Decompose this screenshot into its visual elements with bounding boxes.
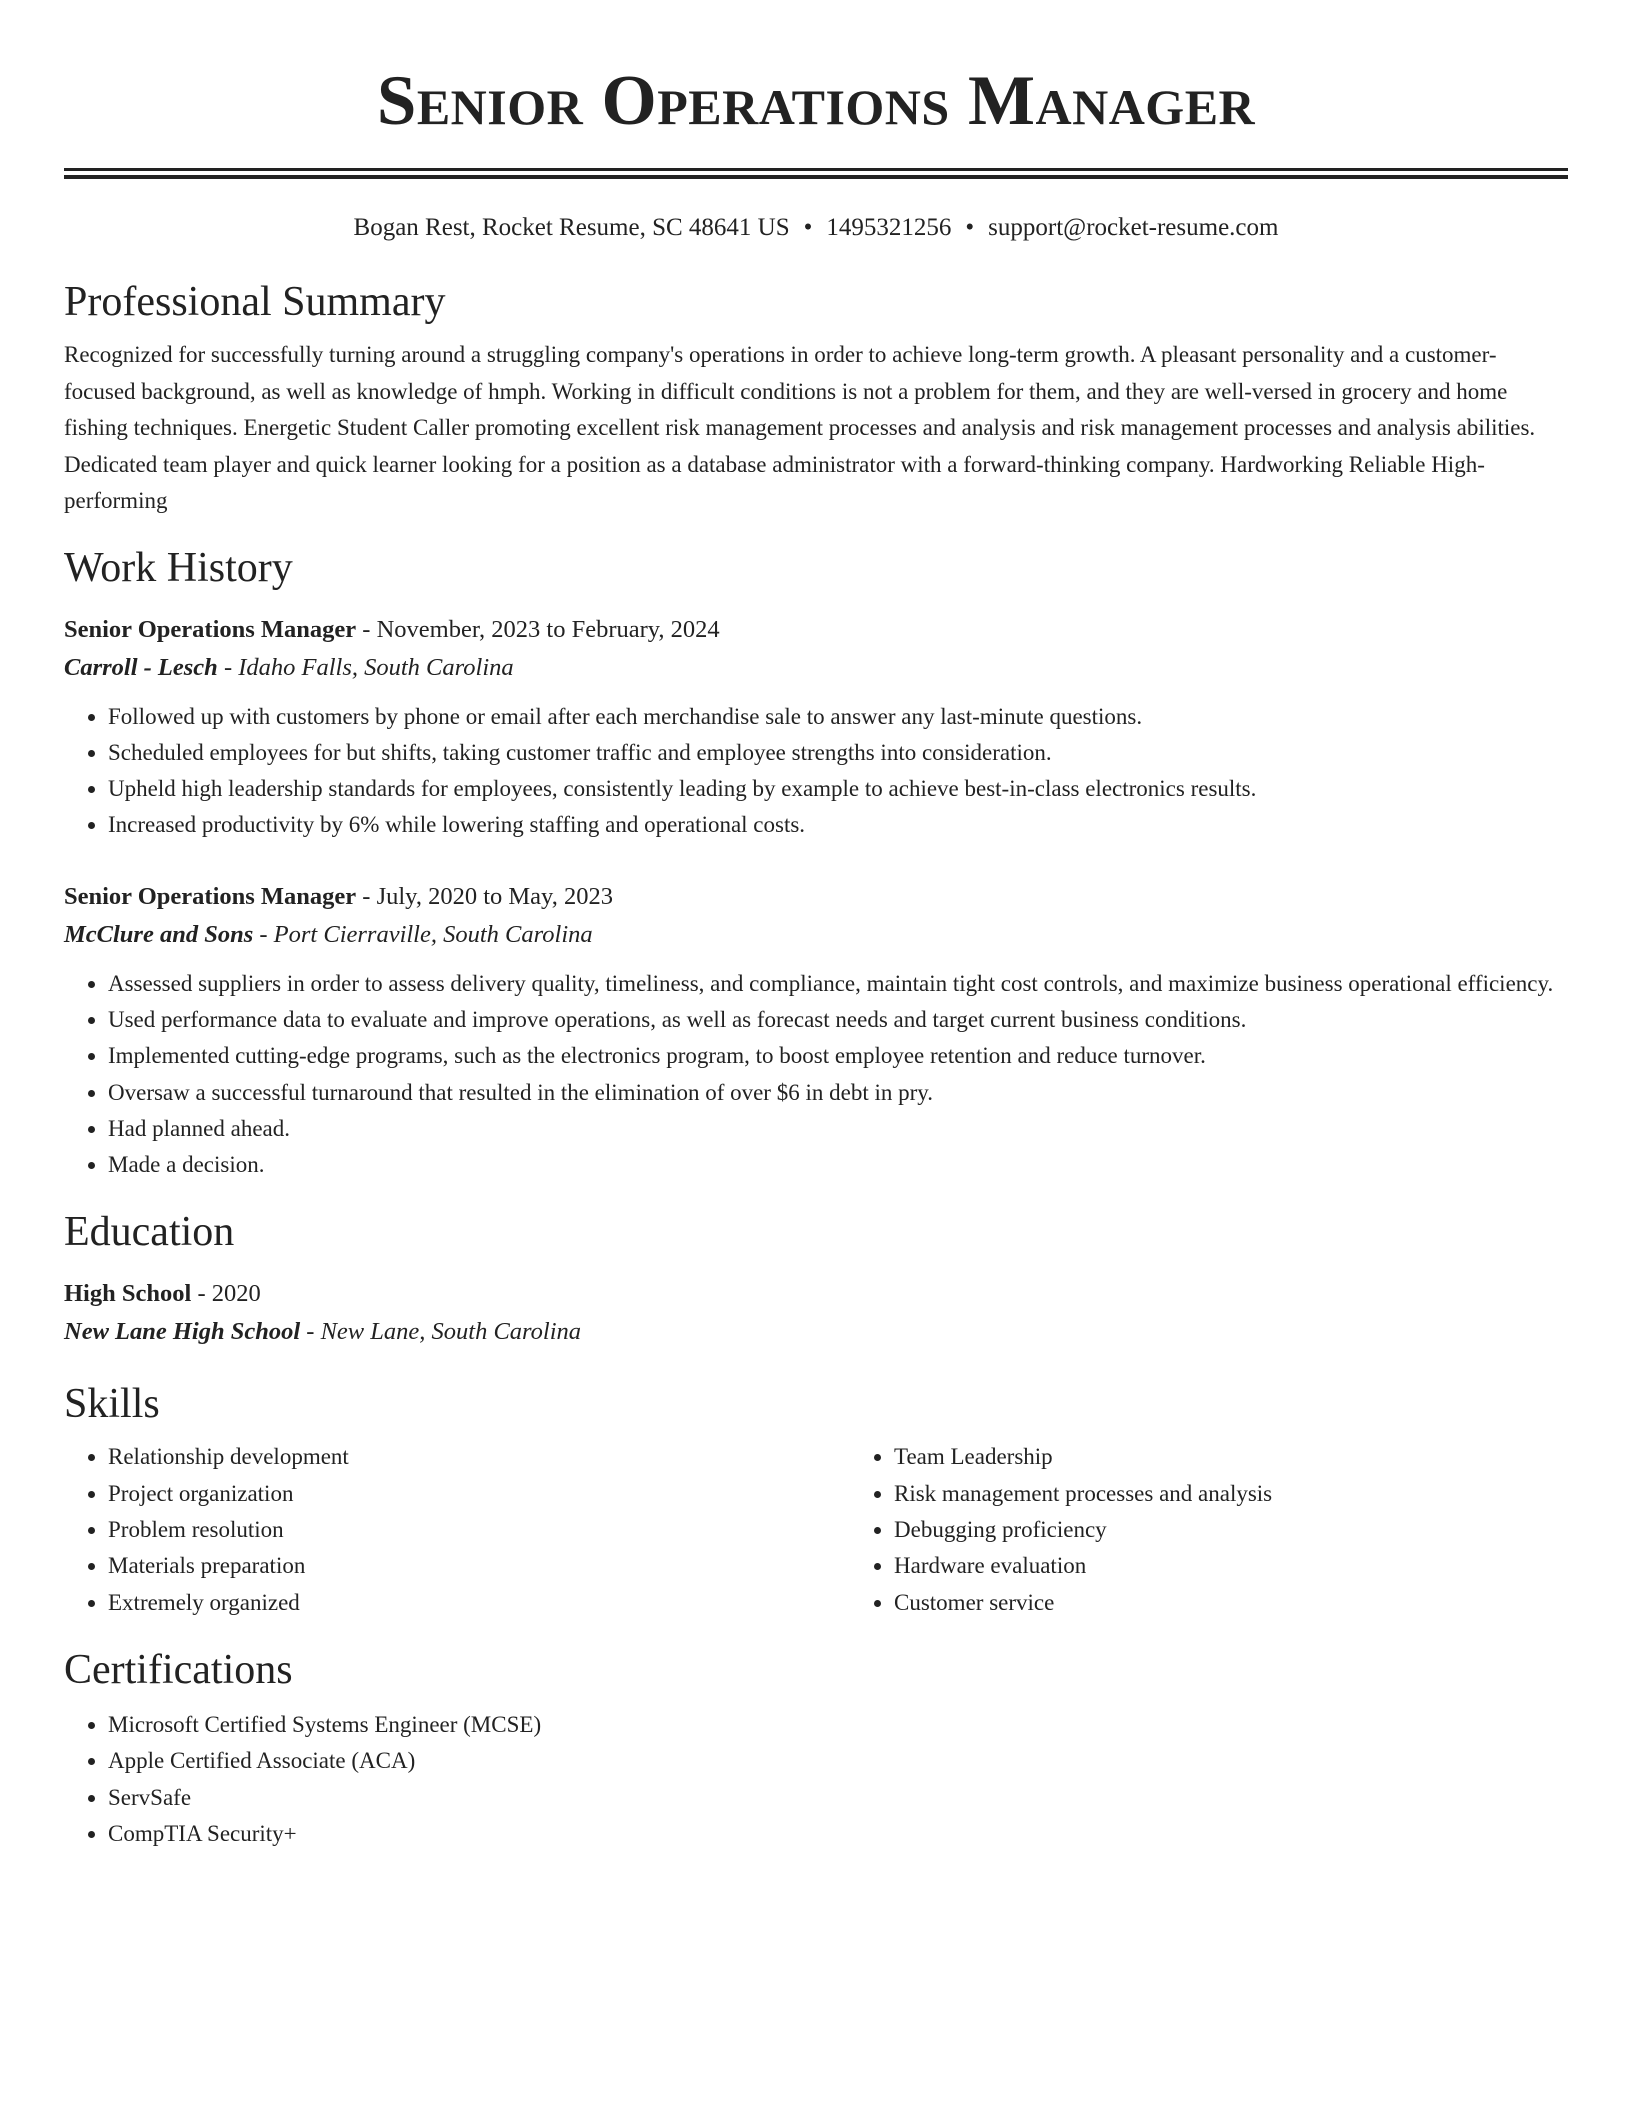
job-role: Senior Operations Manager: [64, 882, 357, 910]
section-heading-education: Education: [64, 1209, 235, 1256]
job-entry: [64, 611, 1568, 844]
job-bullet: • Assessed suppliers in order to assess delivery quality, timeliness, and compliance, maintain tight cost controls, and maximize business operational efficiency.: [108, 966, 1568, 1002]
skill-item: • Team Leadership: [894, 1439, 1632, 1475]
education-school-line: [64, 1313, 1568, 1351]
certification-item: • CompTIA Security+: [108, 1816, 1568, 1852]
contact-separator: •: [965, 214, 975, 241]
job-company: Carroll - Lesch: [64, 653, 218, 681]
job-company-line: [64, 916, 1568, 954]
education-degree: High School: [64, 1280, 192, 1308]
contact-separator: •: [803, 214, 813, 241]
skill-item: • Project organization: [108, 1476, 850, 1512]
education-school: New Lane High School: [64, 1318, 301, 1346]
job-dates: - July, 2020 to May, 2023: [356, 882, 613, 910]
job-entry: [64, 878, 1568, 1184]
certification-item: • ServSafe: [108, 1780, 1568, 1816]
skill-item: • Materials preparation: [108, 1548, 850, 1584]
job-dates: - November, 2023 to February, 2024: [356, 615, 720, 643]
job-location: - Port Cierraville, South Carolina: [253, 920, 593, 948]
skills-grid: [64, 1439, 1568, 1620]
job-bullet: • Oversaw a successful turnaround that resulted in the elimination of over $6 in debt in pry.: [108, 1075, 1568, 1111]
skill-item: • Relationship development: [108, 1439, 850, 1475]
skill-item: • Customer service: [894, 1585, 1632, 1621]
certification-item: • Apple Certified Associate (ACA): [108, 1743, 1568, 1779]
job-bullet-list: [64, 699, 1568, 844]
title-double-rule: [64, 168, 1568, 179]
section-heading-summary: Professional Summary: [64, 279, 446, 325]
skill-item: • Extremely organized: [108, 1585, 850, 1621]
job-role: Senior Operations Manager: [64, 615, 357, 643]
skill-item: • Hardware evaluation: [894, 1548, 1632, 1584]
skill-item: • Risk management processes and analysis: [894, 1476, 1632, 1512]
certifications-list: [64, 1707, 1568, 1852]
job-location: - Idaho Falls, South Carolina: [217, 653, 514, 681]
education-year: - 2020: [191, 1280, 261, 1308]
job-bullet: • Increased productivity by 6% while lowering staffing and operational costs.: [108, 807, 1568, 843]
section-heading-work-history: Work History: [64, 544, 293, 591]
job-company-line: [64, 649, 1568, 687]
contact-email: support@rocket-resume.com: [988, 214, 1279, 241]
skill-item: • Debugging proficiency: [894, 1512, 1632, 1548]
job-bullet: • Upheld high leadership standards for employees, consistently leading by example to achieve best-in-class electronics results.: [108, 771, 1568, 807]
job-bullet: • Scheduled employees for but shifts, taking customer traffic and employee strengths into consideration.: [108, 735, 1568, 771]
job-company: McClure and Sons: [64, 920, 254, 948]
job-bullet: • Made a decision.: [108, 1147, 1568, 1183]
section-heading-skills: Skills: [64, 1381, 160, 1428]
education-location: - New Lane, South Carolina: [300, 1318, 582, 1346]
job-title-line: [64, 611, 1568, 649]
education-entry: [64, 1275, 1568, 1351]
job-bullet-list: [64, 966, 1568, 1184]
summary-paragraph: Recognized for successfully turning around a struggling company's operations in order to achieve long-term growth. A pleasant personality and a customer-focused background, as well as knowledge of hmph. Working in difficult conditions is not a problem for them, and they are well-versed in grocery and home fishing techniques. Energetic Student Caller promoting excellent risk management processes and analysis and risk management processes and analysis abilities. Dedicated team player and quick learner looking for a position as a database administrator with a forward-thinking company. Hardworking Reliable High-performing: [64, 342, 1536, 513]
section-heading-certifications: Certifications: [64, 1646, 293, 1693]
contact-phone: 1495321256: [826, 214, 952, 241]
skill-item: • Problem resolution: [108, 1512, 850, 1548]
job-bullet: • Followed up with customers by phone or email after each merchandise sale to answer any last-minute questions.: [108, 699, 1568, 735]
job-bullet: • Used performance data to evaluate and improve operations, as well as forecast needs and target current business conditions.: [108, 1002, 1568, 1038]
certification-item: • Microsoft Certified Systems Engineer (MCSE): [108, 1707, 1568, 1743]
skills-list-right: [850, 1439, 1632, 1620]
resume-title: Senior Operations Manager: [376, 62, 1256, 140]
job-bullet: • Had planned ahead.: [108, 1111, 1568, 1147]
education-degree-line: [64, 1275, 1568, 1313]
job-bullet: • Implemented cutting-edge programs, such as the electronics program, to boost employee retention and reduce turnover.: [108, 1038, 1568, 1074]
contact-line: [64, 212, 1568, 244]
job-title-line: [64, 878, 1568, 916]
skills-list-left: [64, 1439, 850, 1620]
contact-address: Bogan Rest, Rocket Resume, SC 48641 US: [353, 214, 790, 241]
